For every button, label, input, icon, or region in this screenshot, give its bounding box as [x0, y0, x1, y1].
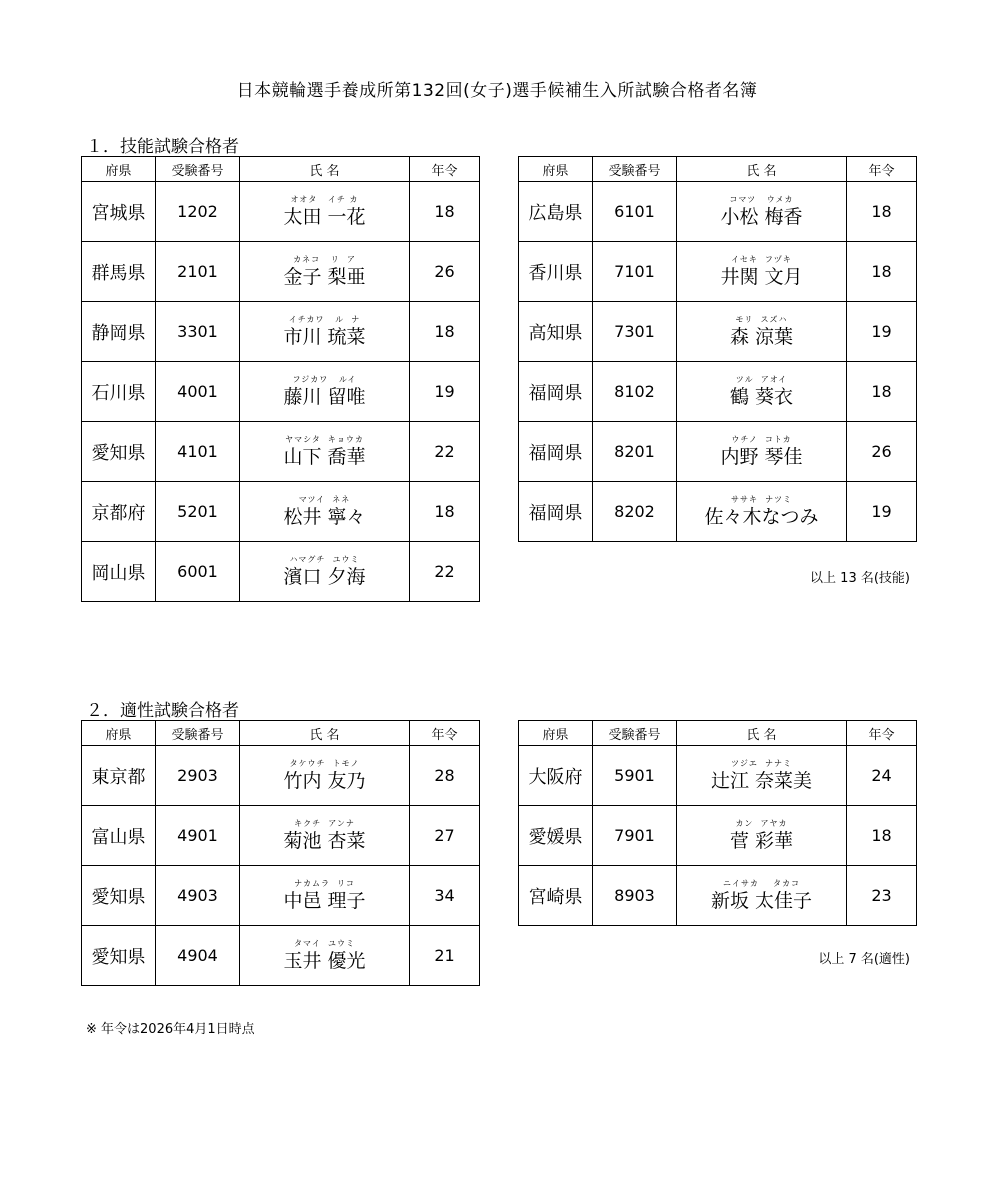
prefecture-cell: 福岡県	[519, 482, 593, 542]
age-cell: 34	[410, 866, 480, 926]
prefecture-cell: 富山県	[82, 806, 156, 866]
name-cell	[677, 482, 847, 542]
page-title: 日本競輪選手養成所第132回(女子)選手候補生入所試験合格者名簿	[236, 81, 758, 101]
column-header-name: 氏 名	[677, 721, 847, 746]
prefecture-cell: 愛知県	[82, 926, 156, 986]
name-with-reading	[283, 555, 365, 589]
name-reading-kana: キクチ アンナ	[294, 818, 355, 828]
name-reading-kana: ウチノ コトカ	[731, 434, 792, 444]
skill-roster-table-right	[518, 156, 917, 542]
age-cell: 26	[410, 242, 480, 302]
table-row	[82, 866, 480, 926]
age-cell: 18	[847, 242, 917, 302]
aptitude-roster-table-left	[81, 720, 480, 986]
name-cell	[240, 242, 410, 302]
candidate-name: 竹内 友乃	[283, 769, 366, 792]
age-cell: 18	[847, 806, 917, 866]
name-reading-kana: ツル アオイ	[735, 374, 788, 384]
name-with-reading	[730, 819, 793, 853]
name-with-reading	[283, 435, 365, 469]
table-row	[82, 182, 480, 242]
name-with-reading	[283, 375, 365, 409]
name-reading-kana: ハマグチ ユウミ	[289, 554, 360, 564]
column-header-name: 氏 名	[240, 157, 410, 182]
name-with-reading	[283, 759, 365, 793]
age-cell: 24	[847, 746, 917, 806]
table-row	[519, 242, 917, 302]
exam-number-cell: 4101	[156, 422, 240, 482]
candidate-name: 太田 一花	[283, 205, 366, 228]
name-with-reading	[283, 315, 365, 349]
table-row	[519, 362, 917, 422]
column-header-num: 受験番号	[156, 721, 240, 746]
name-with-reading	[720, 435, 802, 469]
column-header-pref: 府県	[519, 157, 593, 182]
prefecture-cell: 群馬県	[82, 242, 156, 302]
candidate-name: 辻江 奈菜美	[710, 769, 813, 792]
table-row	[82, 746, 480, 806]
age-cell: 18	[410, 482, 480, 542]
prefecture-cell: 愛知県	[82, 866, 156, 926]
name-reading-kana: タケウチ トモノ	[289, 758, 360, 768]
candidate-name: 佐々木なつみ	[704, 505, 819, 528]
exam-number-cell: 2903	[156, 746, 240, 806]
age-cell: 18	[410, 302, 480, 362]
age-cell: 19	[847, 302, 917, 362]
exam-number-cell: 6101	[593, 182, 677, 242]
age-cell: 18	[847, 362, 917, 422]
prefecture-cell: 広島県	[519, 182, 593, 242]
prefecture-cell: 宮崎県	[519, 866, 593, 926]
candidate-name: 山下 喬華	[283, 445, 366, 468]
name-cell	[240, 542, 410, 602]
exam-number-cell: 8202	[593, 482, 677, 542]
table-row	[519, 806, 917, 866]
exam-number-cell: 8102	[593, 362, 677, 422]
exam-number-cell: 1202	[156, 182, 240, 242]
name-reading-kana: イセキ フヅキ	[731, 254, 792, 264]
name-reading-kana: ニイサカ タカコ	[722, 878, 800, 888]
exam-number-cell: 5901	[593, 746, 677, 806]
name-cell	[677, 362, 847, 422]
aptitude-roster-table-right	[518, 720, 917, 926]
name-with-reading	[283, 255, 365, 289]
exam-number-cell: 7901	[593, 806, 677, 866]
column-header-pref: 府県	[519, 721, 593, 746]
table-row	[519, 182, 917, 242]
candidate-name: 鶴 葵衣	[729, 385, 794, 408]
table-row	[82, 542, 480, 602]
name-reading-kana: オオタ イチ カ	[290, 194, 359, 204]
column-header-age: 年令	[410, 157, 480, 182]
name-cell	[677, 866, 847, 926]
prefecture-cell: 東京都	[82, 746, 156, 806]
table-row	[519, 422, 917, 482]
exam-number-cell: 4904	[156, 926, 240, 986]
age-cell: 23	[847, 866, 917, 926]
exam-number-cell: 8201	[593, 422, 677, 482]
name-reading-kana: マツイ ネネ	[298, 494, 351, 504]
column-header-age: 年令	[847, 721, 917, 746]
prefecture-cell: 香川県	[519, 242, 593, 302]
candidate-name: 新坂 太佳子	[710, 889, 813, 912]
candidate-name: 森 涼葉	[729, 325, 794, 348]
age-reference-note: ※ 年令は2026年4月1日時点	[86, 1022, 255, 1037]
prefecture-cell: 京都府	[82, 482, 156, 542]
name-with-reading	[283, 195, 365, 229]
section-heading-aptitude: ２．適性試験合格者	[86, 701, 239, 721]
candidate-name: 菊池 杏菜	[283, 829, 366, 852]
name-reading-kana: タマイ ユウミ	[294, 938, 355, 948]
name-reading-kana: カネコ リ ア	[293, 254, 356, 264]
prefecture-cell: 高知県	[519, 302, 593, 362]
name-with-reading	[283, 495, 365, 529]
candidate-name: 市川 琉菜	[283, 325, 366, 348]
name-with-reading	[283, 819, 365, 853]
name-reading-kana: カン アヤカ	[735, 818, 788, 828]
name-cell	[240, 302, 410, 362]
name-reading-kana: イチカワ ル ナ	[288, 314, 361, 324]
name-cell	[677, 422, 847, 482]
exam-number-cell: 7101	[593, 242, 677, 302]
prefecture-cell: 岡山県	[82, 542, 156, 602]
exam-number-cell: 7301	[593, 302, 677, 362]
exam-number-cell: 2101	[156, 242, 240, 302]
table-row	[519, 302, 917, 362]
name-with-reading	[730, 315, 793, 349]
table-row	[82, 926, 480, 986]
table-row	[82, 242, 480, 302]
exam-number-cell: 6001	[156, 542, 240, 602]
age-cell: 22	[410, 542, 480, 602]
name-reading-kana: ナカムラ リコ	[294, 878, 355, 888]
name-cell	[677, 302, 847, 362]
name-with-reading	[730, 375, 793, 409]
age-cell: 26	[847, 422, 917, 482]
prefecture-cell: 愛知県	[82, 422, 156, 482]
exam-number-cell: 3301	[156, 302, 240, 362]
column-header-age: 年令	[847, 157, 917, 182]
name-with-reading	[711, 879, 812, 913]
exam-number-cell: 4901	[156, 806, 240, 866]
name-cell	[677, 182, 847, 242]
name-reading-kana: コマツ ウメカ	[729, 194, 794, 204]
age-cell: 18	[847, 182, 917, 242]
prefecture-cell: 宮城県	[82, 182, 156, 242]
name-cell	[240, 422, 410, 482]
name-with-reading	[283, 939, 365, 973]
name-reading-kana: フジカワ ルイ	[292, 374, 357, 384]
column-header-num: 受験番号	[156, 157, 240, 182]
column-header-pref: 府県	[82, 157, 156, 182]
name-reading-kana: ヤマシタ キョウカ	[285, 434, 364, 444]
prefecture-cell: 福岡県	[519, 362, 593, 422]
name-reading-kana: ツジエ ナナミ	[730, 758, 793, 768]
name-cell	[677, 806, 847, 866]
exam-number-cell: 5201	[156, 482, 240, 542]
name-cell	[240, 866, 410, 926]
age-cell: 19	[847, 482, 917, 542]
column-header-num: 受験番号	[593, 721, 677, 746]
name-cell	[240, 362, 410, 422]
candidate-name: 井関 文月	[720, 265, 803, 288]
column-header-name: 氏 名	[677, 157, 847, 182]
column-header-num: 受験番号	[593, 157, 677, 182]
age-cell: 27	[410, 806, 480, 866]
name-cell	[677, 746, 847, 806]
name-cell	[240, 806, 410, 866]
age-cell: 22	[410, 422, 480, 482]
name-with-reading	[704, 495, 818, 529]
section-heading-skill: １．技能試験合格者	[86, 137, 239, 157]
name-with-reading	[720, 255, 802, 289]
skill-summary: 以上 13 名(技能)	[810, 571, 910, 586]
table-row	[519, 746, 917, 806]
candidate-name: 菅 彩華	[729, 829, 794, 852]
candidate-name: 中邑 理子	[283, 889, 366, 912]
age-cell: 18	[410, 182, 480, 242]
name-with-reading	[283, 879, 365, 913]
candidate-name: 小松 梅香	[720, 205, 803, 228]
table-row	[82, 422, 480, 482]
column-header-age: 年令	[410, 721, 480, 746]
candidate-name: 藤川 留唯	[283, 385, 366, 408]
prefecture-cell: 福岡県	[519, 422, 593, 482]
table-row	[82, 362, 480, 422]
table-row	[519, 482, 917, 542]
aptitude-summary: 以上 7 名(適性)	[818, 952, 910, 967]
exam-number-cell: 4903	[156, 866, 240, 926]
candidate-name: 玉井 優光	[283, 949, 366, 972]
exam-number-cell: 4001	[156, 362, 240, 422]
candidate-name: 内野 琴佳	[720, 445, 803, 468]
prefecture-cell: 大阪府	[519, 746, 593, 806]
age-cell: 28	[410, 746, 480, 806]
skill-roster-table-left	[81, 156, 480, 602]
name-cell	[240, 182, 410, 242]
name-cell	[677, 242, 847, 302]
age-cell: 21	[410, 926, 480, 986]
table-row	[82, 302, 480, 362]
name-reading-kana: モリ スズハ	[735, 314, 788, 324]
candidate-name: 金子 梨亜	[283, 265, 366, 288]
column-header-pref: 府県	[82, 721, 156, 746]
candidate-name: 濱口 夕海	[283, 565, 366, 588]
exam-number-cell: 8903	[593, 866, 677, 926]
column-header-name: 氏 名	[240, 721, 410, 746]
table-row	[519, 866, 917, 926]
name-cell	[240, 746, 410, 806]
age-cell: 19	[410, 362, 480, 422]
candidate-name: 松井 寧々	[283, 505, 366, 528]
name-cell	[240, 482, 410, 542]
name-reading-kana: ササキ ナツミ	[730, 494, 792, 504]
name-with-reading	[720, 195, 802, 229]
prefecture-cell: 愛媛県	[519, 806, 593, 866]
name-with-reading	[711, 759, 812, 793]
prefecture-cell: 静岡県	[82, 302, 156, 362]
name-cell	[240, 926, 410, 986]
prefecture-cell: 石川県	[82, 362, 156, 422]
table-row	[82, 806, 480, 866]
table-row	[82, 482, 480, 542]
